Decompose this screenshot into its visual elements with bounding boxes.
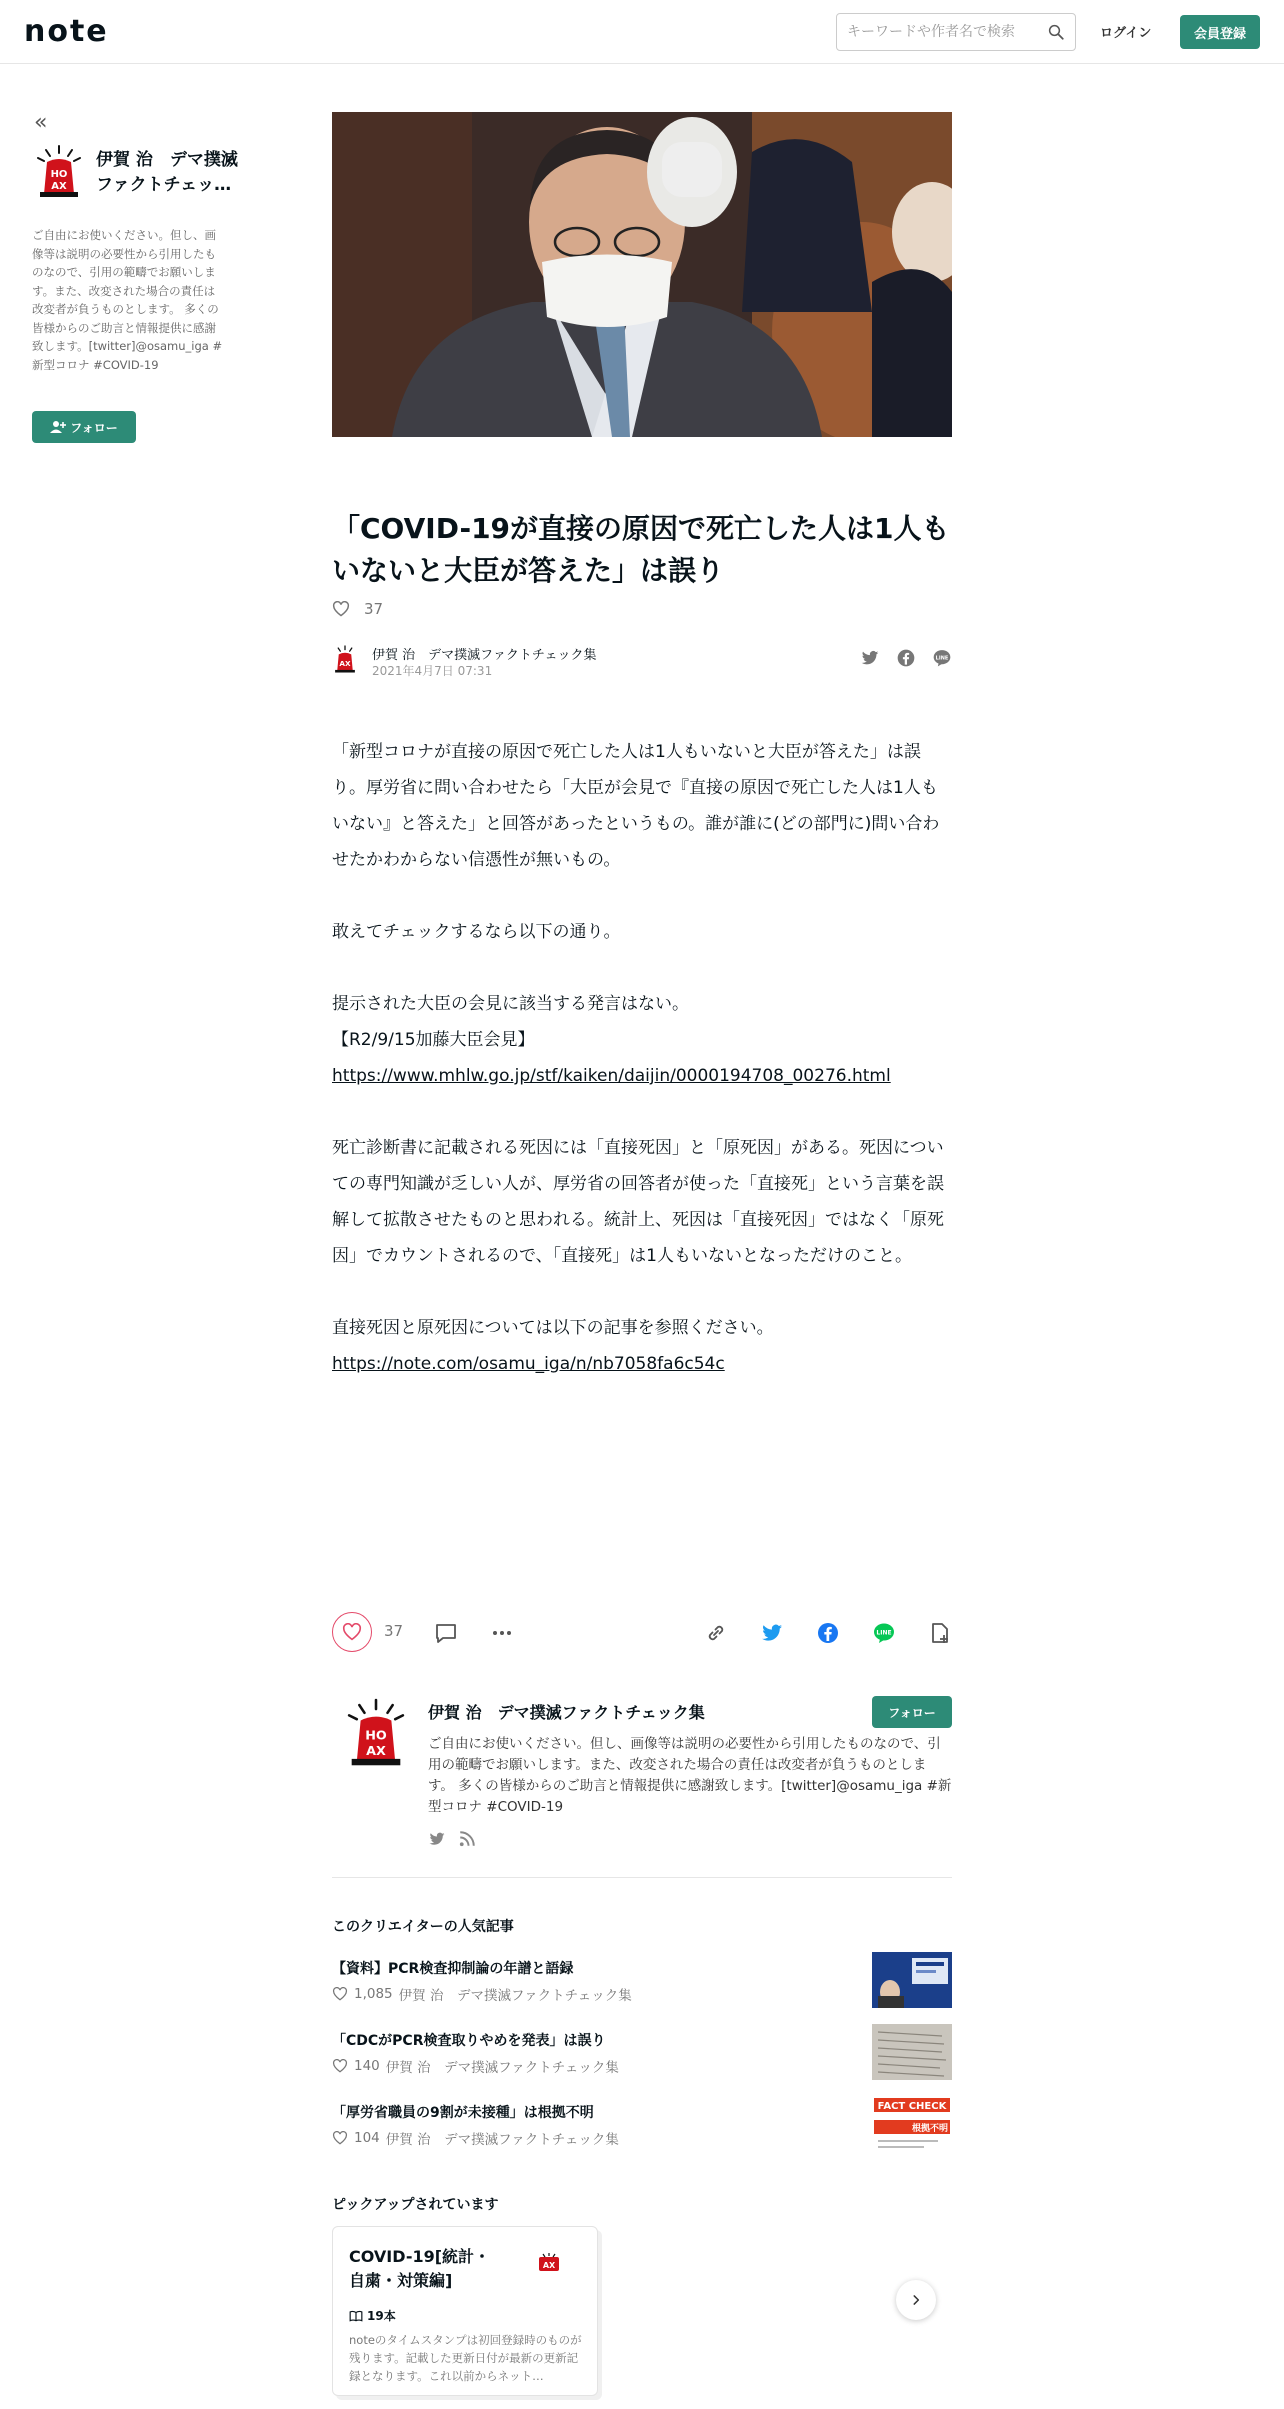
search-icon[interactable] [1047, 23, 1065, 41]
article-title: 「COVID-19が直接の原因で死亡した人は1人もいないと大臣が答えた」は誤り [332, 512, 950, 587]
magazine-title[interactable]: COVID-19[統計・自粛・対策編] [349, 2247, 491, 2290]
creator-card-avatar[interactable] [344, 1696, 408, 1768]
sidebar-follow-label: フォロー [70, 420, 118, 435]
twitter-icon[interactable] [860, 648, 880, 668]
carousel-next-button[interactable] [896, 2280, 936, 2320]
search-box[interactable] [836, 13, 1076, 51]
twitter-profile-icon[interactable] [428, 1830, 446, 1848]
body-paragraph: 「新型コロナが直接の原因で死亡した人は1人もいないと大臣が答えた」は誤り。厚労省に問い合わせたら「大臣が会見で『直接の原因で死亡した人は1人もいない』と答えた」と回答があったというもの。誰が誰に(どの部門に)問い合わせたかわからない信憑性が無いもの。 [332, 742, 940, 870]
heart-icon [342, 1623, 362, 1641]
share-icons-bottom [704, 1621, 952, 1645]
search-input[interactable] [837, 14, 1037, 50]
popular-item-author[interactable]: 伊賀 治 デマ撲滅ファクトチェック集 [385, 2060, 619, 2076]
heart-icon [332, 2059, 348, 2073]
book-icon [349, 2310, 363, 2322]
popular-item-thumbnail[interactable] [872, 2096, 952, 2152]
popular-item-thumbnail[interactable] [872, 1952, 952, 2008]
creator-card-name[interactable]: 伊賀 治 デマ撲滅ファクトチェック集 [428, 1703, 705, 1722]
popular-item-meta [332, 2128, 619, 2148]
note-logo[interactable]: note [24, 14, 109, 49]
share-icons-top [860, 648, 952, 668]
creator-social-links [428, 1830, 476, 1848]
sidebar-creator-name[interactable]: 伊賀 治 デマ撲滅ファクトチェッ… [96, 150, 238, 195]
thumb-label-top: FACT CHECK [877, 2101, 947, 2112]
article-author-row [332, 642, 952, 680]
comment-icon[interactable] [434, 1621, 458, 1645]
login-link[interactable]: ログイン [1100, 26, 1152, 41]
facebook-share-icon[interactable] [816, 1621, 840, 1645]
article-like-summary[interactable] [332, 600, 383, 618]
svg-text:AX: AX [51, 181, 67, 192]
twitter-share-icon[interactable] [760, 1621, 784, 1645]
magazine-description: noteのタイムスタンプは初回登録時のものが残ります。記載した更新日付が最新の更新記録となります。これ以前からネット… [349, 2333, 582, 2383]
body-paragraph: 直接死因と原死因については以下の記事を参照ください。 [332, 1318, 774, 1338]
site-header [0, 0, 1284, 64]
popular-item-title[interactable]: 【資料】PCR検査抑制論の年譜と語録 [332, 1961, 574, 1977]
publish-date: 2021年4月7日 07:31 [372, 664, 493, 678]
body-paragraph: 提示された大臣の会見に該当する発言はない。 [332, 994, 689, 1014]
creator-follow-button[interactable]: フォロー [872, 1696, 952, 1728]
article-hero-image [332, 112, 952, 437]
author-name[interactable]: 伊賀 治 デマ撲滅ファクトチェック集 [372, 648, 597, 663]
like-count: 37 [384, 1622, 404, 1640]
note-article-link[interactable]: https://note.com/osamu_iga/n/nb7058fa6c54c [332, 1354, 725, 1374]
svg-text:AX: AX [542, 2261, 556, 2270]
popular-item-title[interactable]: 「厚労省職員の9割が未接種」は根拠不明 [332, 2105, 594, 2121]
fact-check-thumbnail [872, 2096, 952, 2152]
author-avatar[interactable] [332, 644, 358, 674]
article-action-bar [332, 1612, 952, 1656]
mhlw-link[interactable]: https://www.mhlw.go.jp/stf/kaiken/daijin/0000194708_00276.html [332, 1066, 891, 1086]
article-body [332, 734, 952, 1382]
svg-text:AX: AX [339, 658, 351, 668]
thumb-label-bottom: 根拠不明 [911, 2124, 949, 2134]
magazine-count-label: 19本 [367, 2309, 396, 2323]
svg-text:AX: AX [366, 1744, 386, 1760]
list-item[interactable] [332, 2024, 952, 2084]
creator-avatar[interactable] [34, 144, 84, 198]
magazine-card[interactable] [332, 2226, 598, 2396]
body-paragraph: 敢えてチェックするなら以下の通り。 [332, 922, 621, 942]
more-options-icon[interactable] [490, 1621, 514, 1645]
collapse-sidebar-icon[interactable]: « [34, 110, 48, 135]
heart-icon [332, 1987, 348, 2001]
line-share-icon[interactable] [872, 1621, 896, 1645]
line-icon[interactable] [932, 648, 952, 668]
popular-item-meta [332, 1984, 632, 2004]
magazine-article-count [349, 2307, 396, 2324]
popular-item-meta [332, 2056, 619, 2076]
sidebar-creator-description: ご自由にお使いください。但し、画像等は説明の必要性から引用したものなので、引用の範疇でお願いします。また、改変された場合の責任は改変者が負うものとします。 多くの皆様からのご助言と情報提供に感謝致します。[twitter]@osamu_iga #新型コロナ #COVID-19 [32, 228, 223, 372]
popular-item-likes: 140 [354, 2058, 380, 2074]
hero-photo [332, 112, 952, 437]
magazine-logo [537, 2253, 561, 2273]
embed-icon[interactable] [928, 1621, 952, 1645]
creator-card [332, 1696, 952, 1878]
add-user-icon [50, 420, 66, 434]
svg-text:LINE: LINE [935, 655, 949, 662]
rss-icon[interactable] [458, 1830, 476, 1848]
list-item[interactable] [332, 2096, 952, 2156]
svg-text:HO: HO [365, 1728, 387, 1744]
heart-icon[interactable] [332, 601, 350, 617]
sidebar-follow-button[interactable] [32, 411, 136, 443]
like-count-top: 37 [364, 600, 384, 618]
list-item[interactable] [332, 1952, 952, 2012]
popular-item-author[interactable]: 伊賀 治 デマ撲滅ファクトチェック集 [398, 1988, 632, 2004]
popular-item-author[interactable]: 伊賀 治 デマ撲滅ファクトチェック集 [385, 2132, 619, 2148]
body-paragraph: 死亡診断書に記載される死因には「直接死因」と「原死因」がある。死因についての専門知識が乏しい人が、厚労省の回答者が使った「直接死」という言葉を誤解して拡散させたものと思われる。統計上、死因は「直接死因」ではなく「原死因」でカウントされるので、「直接死」は1人もいないとなっただけのこと。 [332, 1138, 944, 1266]
popular-item-thumbnail[interactable] [872, 2024, 952, 2080]
popular-item-title[interactable]: 「CDCがPCR検査取りやめを発表」は誤り [332, 2033, 606, 2049]
pickup-heading: ピックアップされています [332, 2197, 499, 2213]
heart-icon [332, 2131, 348, 2145]
chevron-right-icon [909, 2293, 923, 2307]
popular-item-likes: 104 [354, 2130, 380, 2146]
copy-link-icon[interactable] [704, 1621, 728, 1645]
like-button[interactable] [332, 1612, 372, 1652]
popular-heading: このクリエイターの人気記事 [332, 1919, 514, 1935]
creator-card-description: ご自由にお使いください。但し、画像等は説明の必要性から引用したものなので、引用の範疇でお願いします。また、改変された場合の責任は改変者が負うものとします。 多くの皆様からのご助言と情報提供に感謝致します。[twitter]@osamu_iga #新型コロナ #COVID-19 [428, 1736, 952, 1815]
svg-text:LINE: LINE [876, 1629, 892, 1637]
body-paragraph: 【R2/9/15加藤大臣会見】 [332, 1030, 535, 1050]
popular-item-likes: 1,085 [354, 1986, 393, 2002]
facebook-icon[interactable] [896, 648, 916, 668]
signup-button[interactable]: 会員登録 [1180, 15, 1260, 49]
svg-text:HO: HO [50, 169, 68, 180]
